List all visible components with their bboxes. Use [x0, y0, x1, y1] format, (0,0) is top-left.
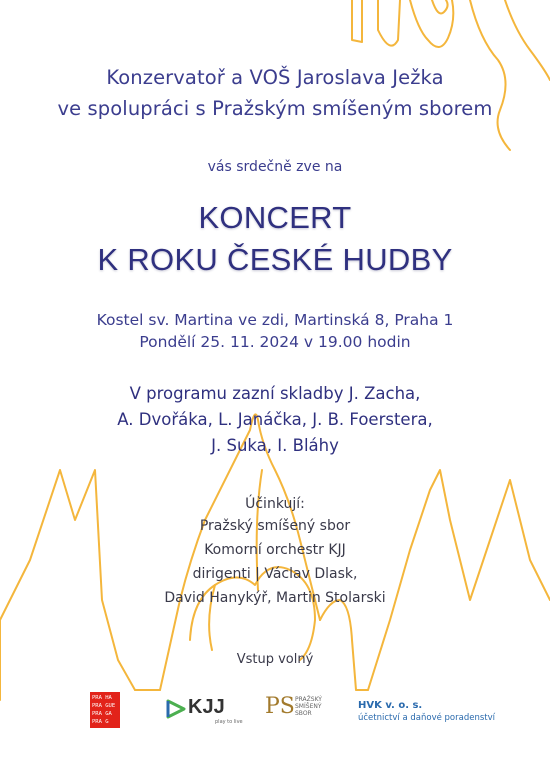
sponsor-logos: [0, 688, 550, 738]
program-line-1: V programu zazní skladby J. Zacha,: [129, 384, 421, 403]
praha-logo-line: PRA HA: [92, 695, 112, 701]
praha-logo-line: PRA GUE: [92, 703, 116, 709]
pss-logo-line: SBOR: [295, 710, 312, 717]
kjj-logo-subtitle: play to live: [215, 719, 243, 725]
praha-logo-line: PRA GA: [92, 711, 112, 717]
performer-4: David Hanykýř, Martin Stolarski: [164, 590, 386, 606]
kjj-play-icon: [165, 698, 187, 720]
praha-logo-line: PRA G: [92, 719, 109, 725]
title-line-1: KONCERT: [198, 200, 352, 235]
performer-1: Pražský smíšený sbor: [199, 518, 351, 534]
performer-2: Komorní orchestr KJJ: [204, 542, 346, 558]
praha-logo[interactable]: [90, 692, 120, 728]
pss-logo[interactable]: [265, 692, 335, 734]
performer-3: dirigenti | Václav Dlask,: [192, 566, 358, 582]
title-line-2: K ROKU ČESKÉ HUDBY: [97, 242, 453, 277]
hvk-logo-name: HVK v. o. s.: [358, 700, 423, 711]
venue-datetime: Pondělí 25. 11. 2024 v 19.00 hodin: [139, 333, 411, 351]
kjj-logo[interactable]: [165, 696, 245, 728]
invite-text: vás srdečně zve na: [207, 159, 343, 175]
admission-text: Vstup volný: [236, 652, 314, 667]
org-line-2: ve spolupráci s Pražským smíšeným sborem: [57, 97, 493, 120]
kjj-logo-text: KJJ: [188, 696, 225, 718]
org-line-1: Konzervatoř a VOŠ Jaroslava Ježka: [106, 66, 444, 89]
program-line-2: A. Dvořáka, L. Janáčka, J. B. Foerstera,: [117, 410, 433, 429]
pss-logo-line: SMÍŠENÝ: [295, 703, 322, 710]
program-line-3: J. Suka, I. Bláhy: [211, 436, 339, 455]
hvk-logo-description: účetnictví a daňové poradenství: [358, 713, 496, 723]
pss-logo-line: PRAŽSKÝ: [295, 696, 322, 703]
venue-place: Kostel sv. Martina ve zdi, Martinská 8, Praha 1: [96, 311, 454, 329]
pss-logo-text: [295, 696, 322, 717]
hvk-logo[interactable]: [358, 700, 518, 730]
pss-logo-mark: PS: [265, 694, 295, 719]
performers-heading: Účinkují:: [245, 496, 305, 512]
